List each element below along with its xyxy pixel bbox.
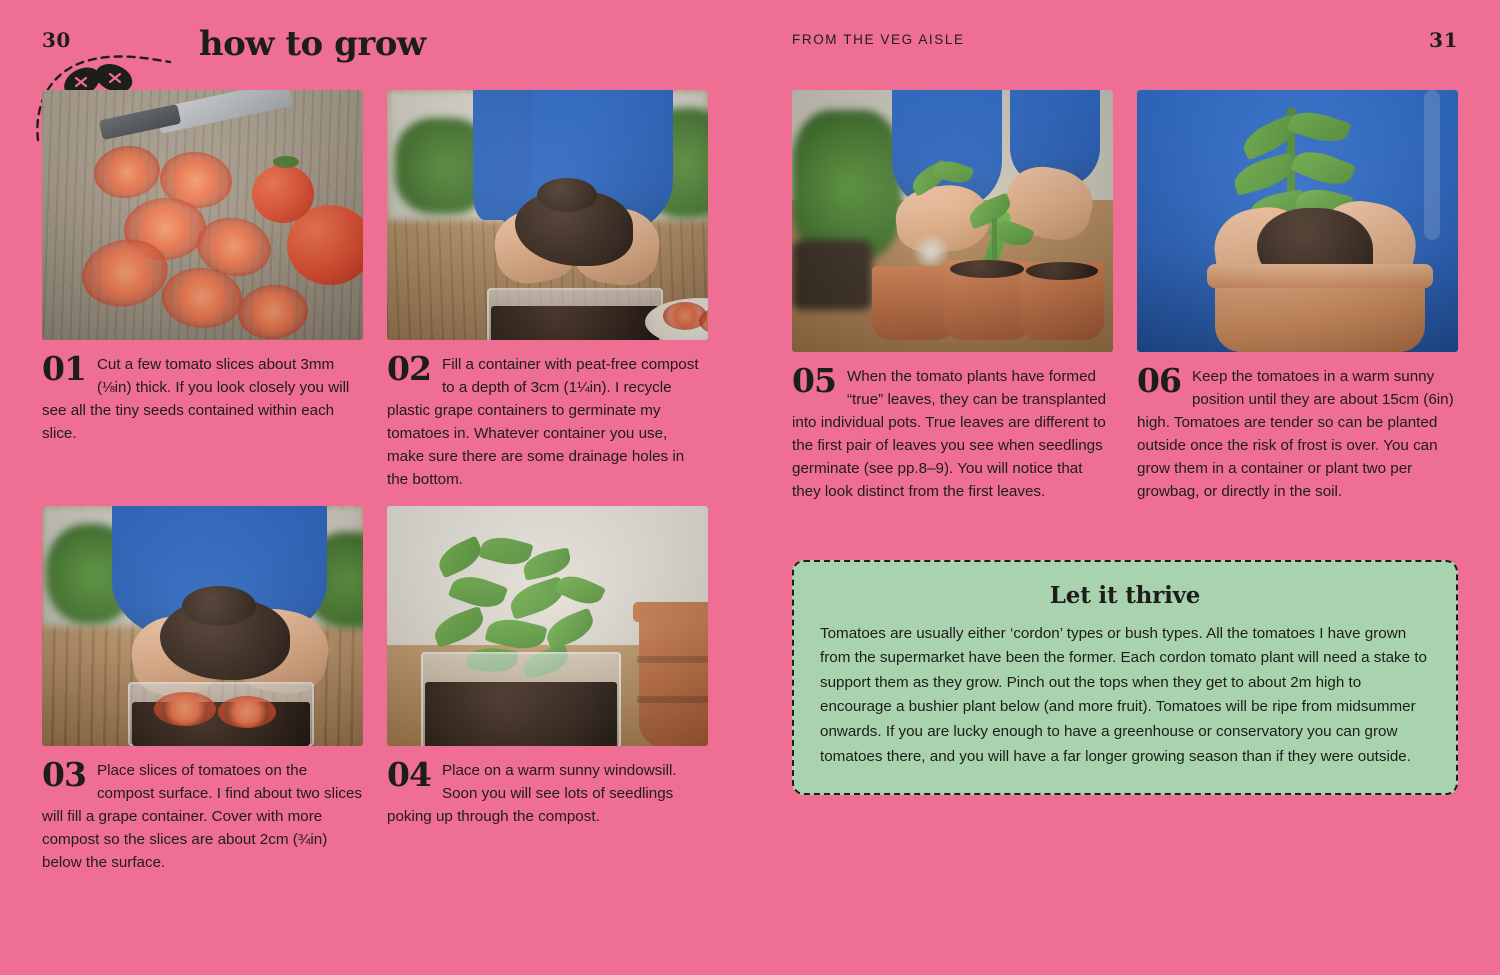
step-02-photo (387, 90, 708, 340)
step-03-number: 03 (42, 754, 86, 794)
right-page-header (792, 28, 1458, 90)
callout-title: Let it thrive (1049, 581, 1201, 609)
step-06-photo (1137, 90, 1458, 352)
step-02-number: 02 (387, 349, 431, 388)
step-02-text: Fill a container with peat-free compost to a depth of 3cm (1¼in). I recycle plastic grape containers to germinate my tomatoes in. Whatever container you use, make sure there are some drainage holes in the bottom. (387, 356, 699, 489)
left-steps-grid (42, 90, 708, 874)
step-03-text: Place slices of tomatoes on the compost surface. I find about two slices will fill a grape container. Cover with more compost so the slices are about 2cm (¾in) below the surface. (42, 761, 362, 871)
step-05-photo (792, 90, 1113, 352)
page-number-right: 31 (1429, 28, 1458, 52)
step-04-text: Place on a warm sunny windowsill. Soon you will see lots of seedlings poking up through the compost. (387, 761, 677, 825)
step-01 (42, 90, 363, 492)
step-05-text: When the tomato plants have formed “true” leaves, they can be transplanted into individual pots. True leaves are different to the first pair of leaves you see when seedlings germinate (see pp.8–9). You will notice that they look distinct from the first leaves. (792, 368, 1107, 501)
step-06-number: 06 (1137, 361, 1181, 400)
step-01-number: 01 (42, 349, 86, 388)
step-03-caption (42, 754, 363, 874)
right-steps-grid (792, 90, 1458, 504)
step-01-caption (42, 349, 363, 445)
step-06 (1137, 90, 1458, 504)
step-03 (42, 506, 363, 874)
step-05 (792, 90, 1113, 504)
callout-text: Tomatoes are usually either ‘cordon’ types or bush types. All the tomatoes I have grown from the supermarket have been the former. Each cordon tomato plant will need a stake to support them as they grow. Pinch out the tops when they get to about 2m high to encourage a bushier plant below (and more fruit). Tomatoes will be ripe from midsummer onwards. If you are lucky enough to have a greenhouse or conservatory you can grow tomatoes there, and you will have a far longer growing season than if they were outside. (820, 624, 1427, 765)
page-title: how to grow (198, 24, 426, 64)
step-05-caption (792, 361, 1113, 504)
running-head: FROM THE VEG AISLE (792, 32, 965, 47)
step-06-text: Keep the tomatoes in a warm sunny position until they are about 15cm (6in) high. Tomatoes are tender so can be planted outside once the risk of frost is over. You can grow them in a container or plant two per growbag, or directly in the soil. (1137, 368, 1454, 501)
step-04 (387, 506, 708, 874)
step-02 (387, 90, 708, 492)
let-it-thrive-callout (792, 560, 1458, 796)
step-04-caption (387, 754, 708, 828)
step-01-text: Cut a few tomato slices about 3mm (⅛in) thick. If you look closely you will see all the tiny seeds contained within each slice. (42, 356, 350, 443)
page-number-left: 30 (42, 28, 71, 52)
left-page-header (42, 24, 708, 90)
step-04-number: 04 (387, 754, 431, 794)
step-06-caption (1137, 361, 1458, 504)
step-02-caption (387, 349, 708, 492)
step-05-number: 05 (792, 361, 836, 400)
step-03-photo (42, 506, 363, 746)
right-page (750, 0, 1500, 975)
step-01-photo (42, 90, 363, 340)
step-04-photo (387, 506, 708, 746)
